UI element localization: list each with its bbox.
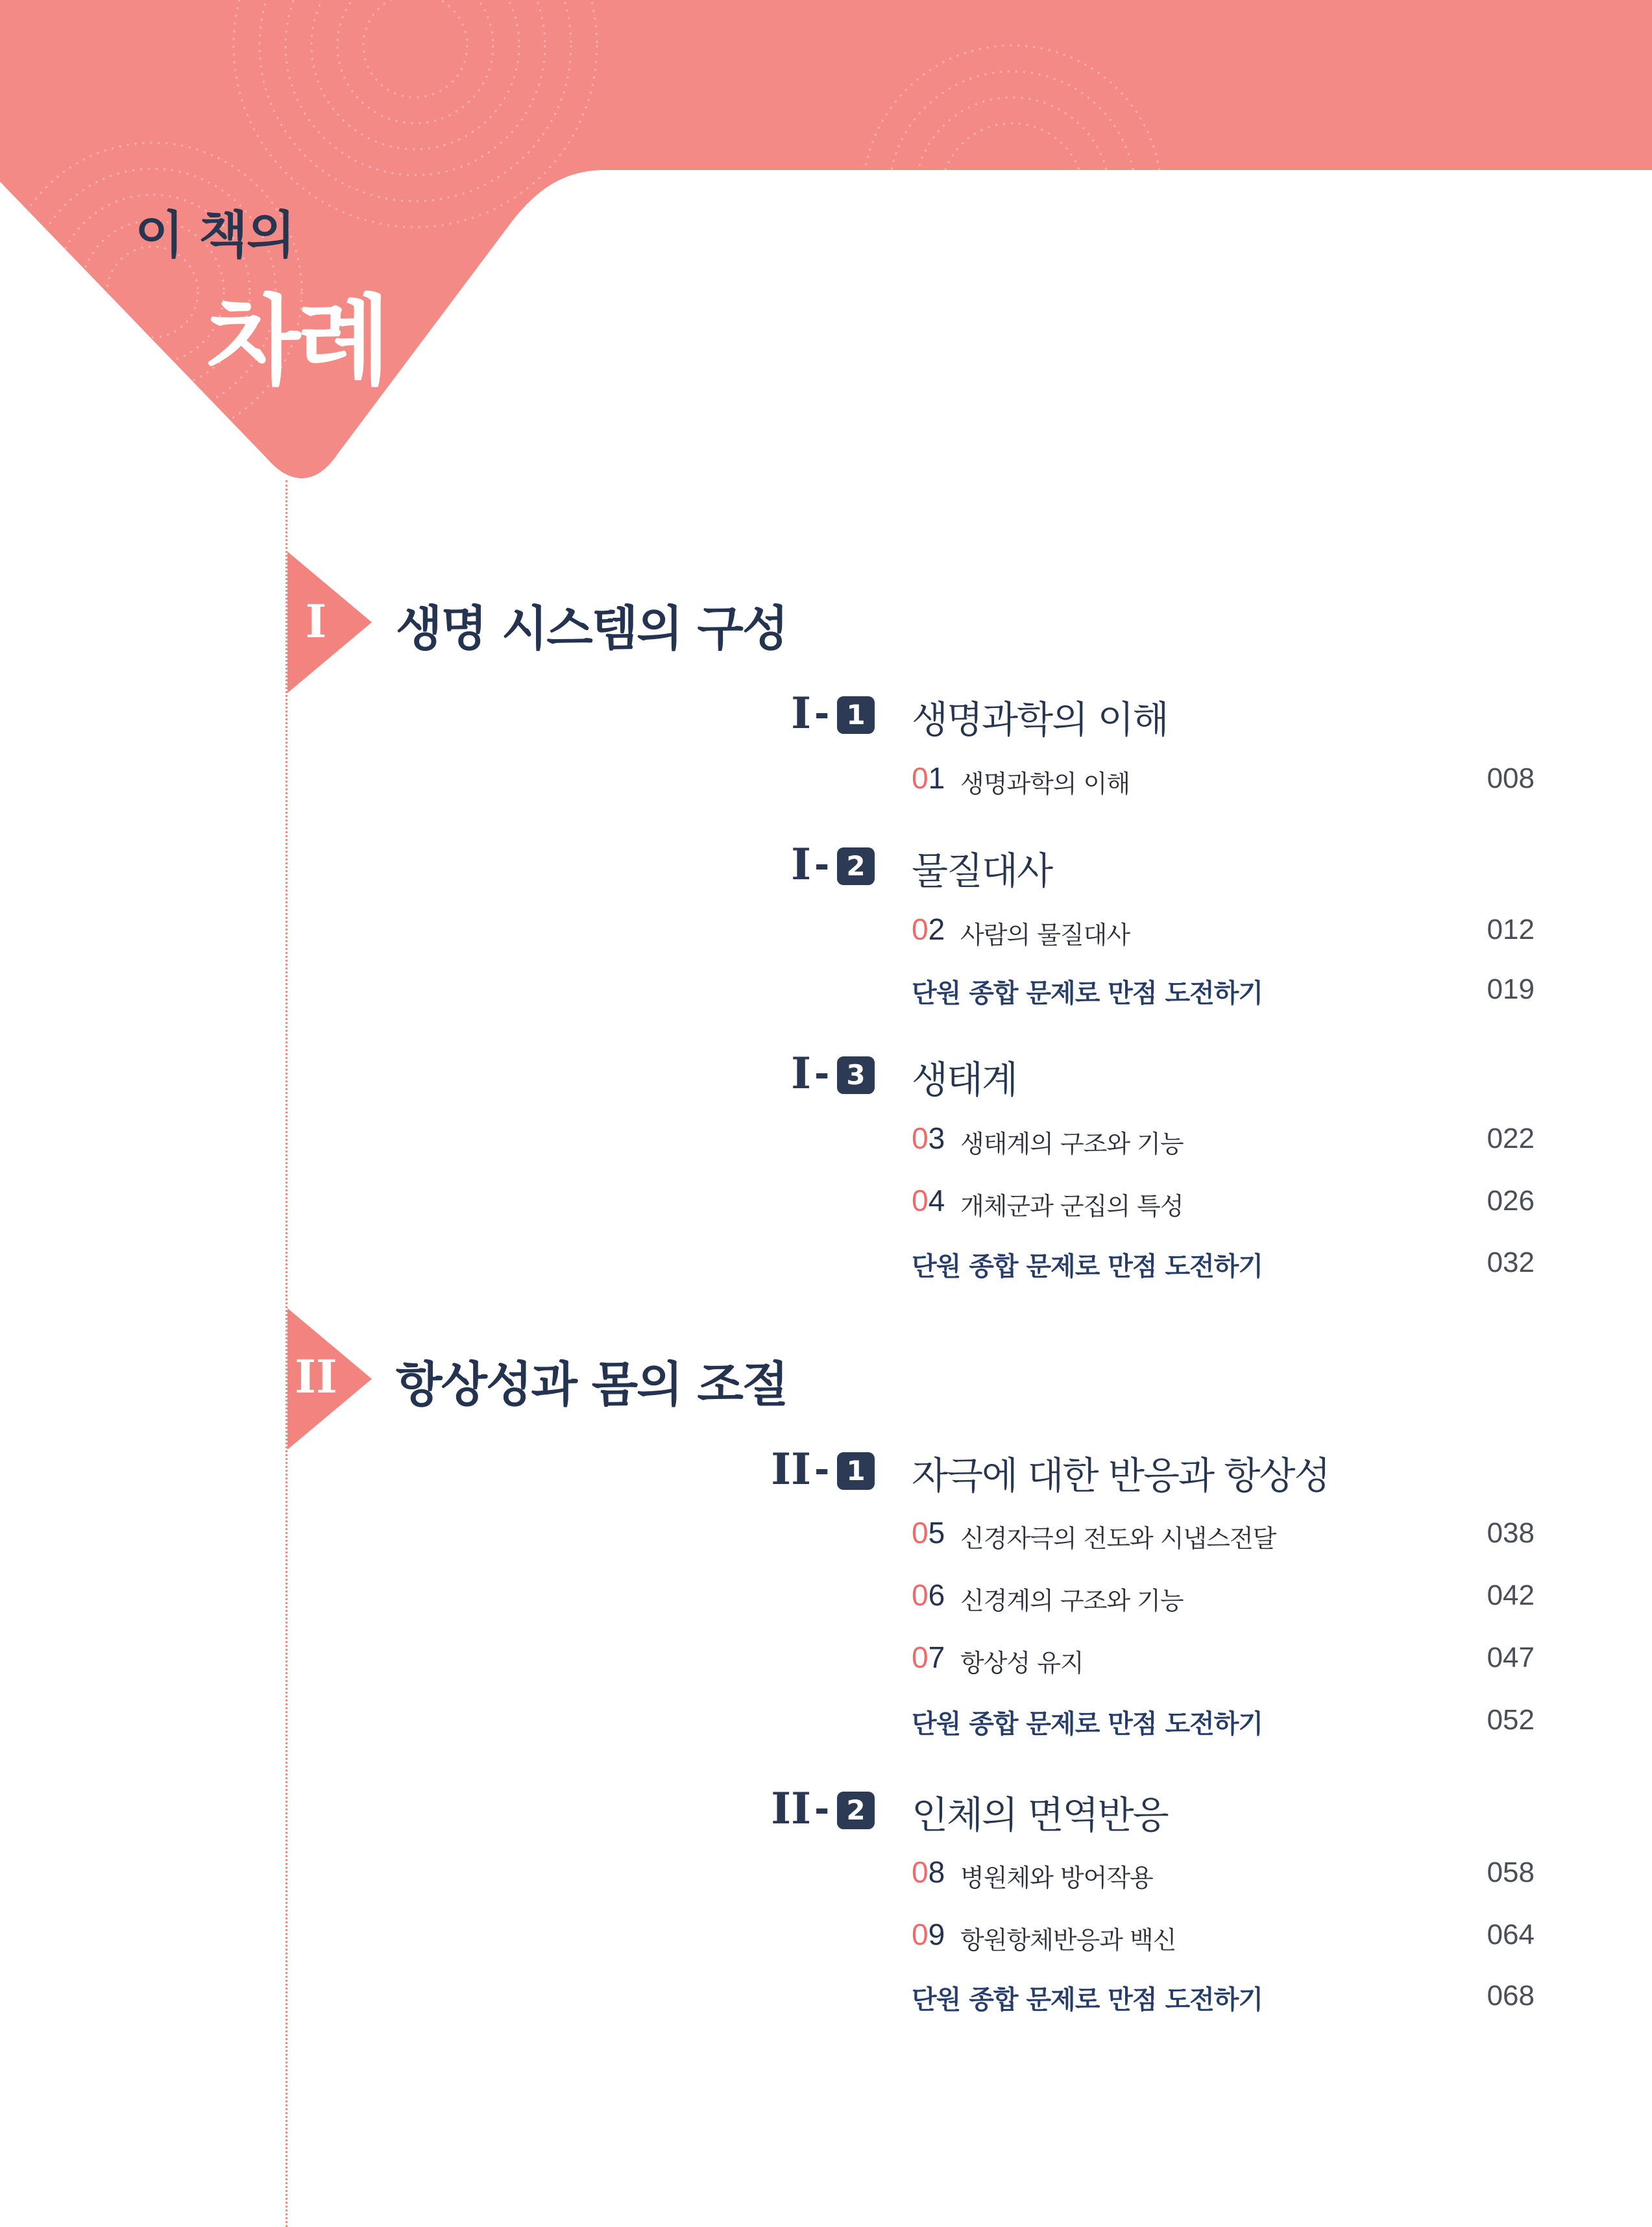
chapter-roman: II [771, 1783, 811, 1834]
review-page-number: 052 [1487, 1704, 1535, 1736]
toc-title-small: 이 책의 [135, 206, 295, 265]
entry-label[interactable]: 병원체와 방어작용 [960, 1864, 1153, 1892]
chapter-badge: 2 [837, 1792, 875, 1829]
review-page-number: 068 [1487, 1980, 1535, 2012]
entry-page-number: 008 [1487, 762, 1535, 794]
entry-number: 05 [912, 1516, 945, 1550]
part-1-title[interactable]: 생명 시스템의 구성 [396, 601, 788, 657]
chapter-roman: II [771, 1444, 811, 1494]
entry-label[interactable]: 생명과학의 이해 [960, 770, 1130, 798]
entry-page-number: 026 [1487, 1185, 1535, 1217]
entry-number: 03 [912, 1121, 945, 1155]
entry-page-number: 038 [1487, 1517, 1535, 1549]
entry-label[interactable]: 항상성 유지 [960, 1649, 1084, 1677]
chapter-roman: I [791, 1048, 811, 1099]
chapter-badge: 2 [837, 847, 875, 885]
entry-label[interactable]: 신경계의 구조와 기능 [960, 1587, 1184, 1615]
chapter-title[interactable]: 자극에 대한 반응과 항상성 [912, 1454, 1330, 1498]
entry-number: 04 [912, 1184, 945, 1217]
chapter-roman: I [791, 839, 811, 890]
review-entry-label[interactable]: 단원 종합 문제로 만점 도전하기 [912, 1985, 1263, 2015]
review-entry-label[interactable]: 단원 종합 문제로 만점 도전하기 [912, 979, 1263, 1008]
chapter-roman: I [791, 688, 811, 738]
chapter-dash: - [814, 1449, 830, 1491]
entry-number: 06 [912, 1578, 945, 1612]
entry-number: 09 [912, 1917, 945, 1951]
chapter-dash: - [814, 844, 830, 886]
entry-label[interactable]: 개체군과 군집의 특성 [960, 1192, 1184, 1221]
entry-page-number: 012 [1487, 914, 1535, 945]
chapter-dash: - [814, 1053, 830, 1095]
chapter-title[interactable]: 물질대사 [912, 849, 1052, 893]
chapter-badge: 1 [837, 1452, 875, 1490]
entry-label[interactable]: 신경자극의 전도와 시냅스전달 [960, 1524, 1276, 1553]
part-2-title[interactable]: 항상성과 몸의 조절 [396, 1357, 788, 1413]
chapter-dash: - [814, 693, 830, 735]
entry-number: 01 [912, 761, 945, 795]
entry-page-number: 042 [1487, 1579, 1535, 1611]
part-1-numeral: I [305, 594, 327, 648]
toc-title-big: 차례 [206, 286, 387, 398]
entry-page-number: 022 [1487, 1123, 1535, 1154]
chapter-title[interactable]: 인체의 면역반응 [912, 1793, 1168, 1837]
review-page-number: 019 [1487, 973, 1535, 1005]
review-entry-label[interactable]: 단원 종합 문제로 만점 도전하기 [912, 1709, 1263, 1739]
chapter-badge: 1 [837, 696, 875, 734]
entry-label[interactable]: 사람의 물질대사 [960, 921, 1130, 949]
entry-label[interactable]: 항원항체반응과 백신 [960, 1926, 1176, 1954]
review-page-number: 032 [1487, 1247, 1535, 1278]
chapter-badge: 3 [837, 1056, 875, 1094]
entry-page-number: 064 [1487, 1919, 1535, 1951]
chapter-dash: - [814, 1788, 830, 1831]
entry-label[interactable]: 생태계의 구조와 기능 [960, 1130, 1184, 1158]
entry-number: 08 [912, 1855, 945, 1889]
review-entry-label[interactable]: 단원 종합 문제로 만점 도전하기 [912, 1252, 1263, 1282]
chapter-title[interactable]: 생태계 [912, 1058, 1017, 1102]
entry-number: 02 [912, 912, 945, 946]
entry-page-number: 058 [1487, 1856, 1535, 1888]
entry-page-number: 047 [1487, 1642, 1535, 1673]
chapter-title[interactable]: 생명과학의 이해 [912, 698, 1168, 742]
part-2-numeral: II [295, 1350, 337, 1404]
entry-number: 07 [912, 1640, 945, 1674]
